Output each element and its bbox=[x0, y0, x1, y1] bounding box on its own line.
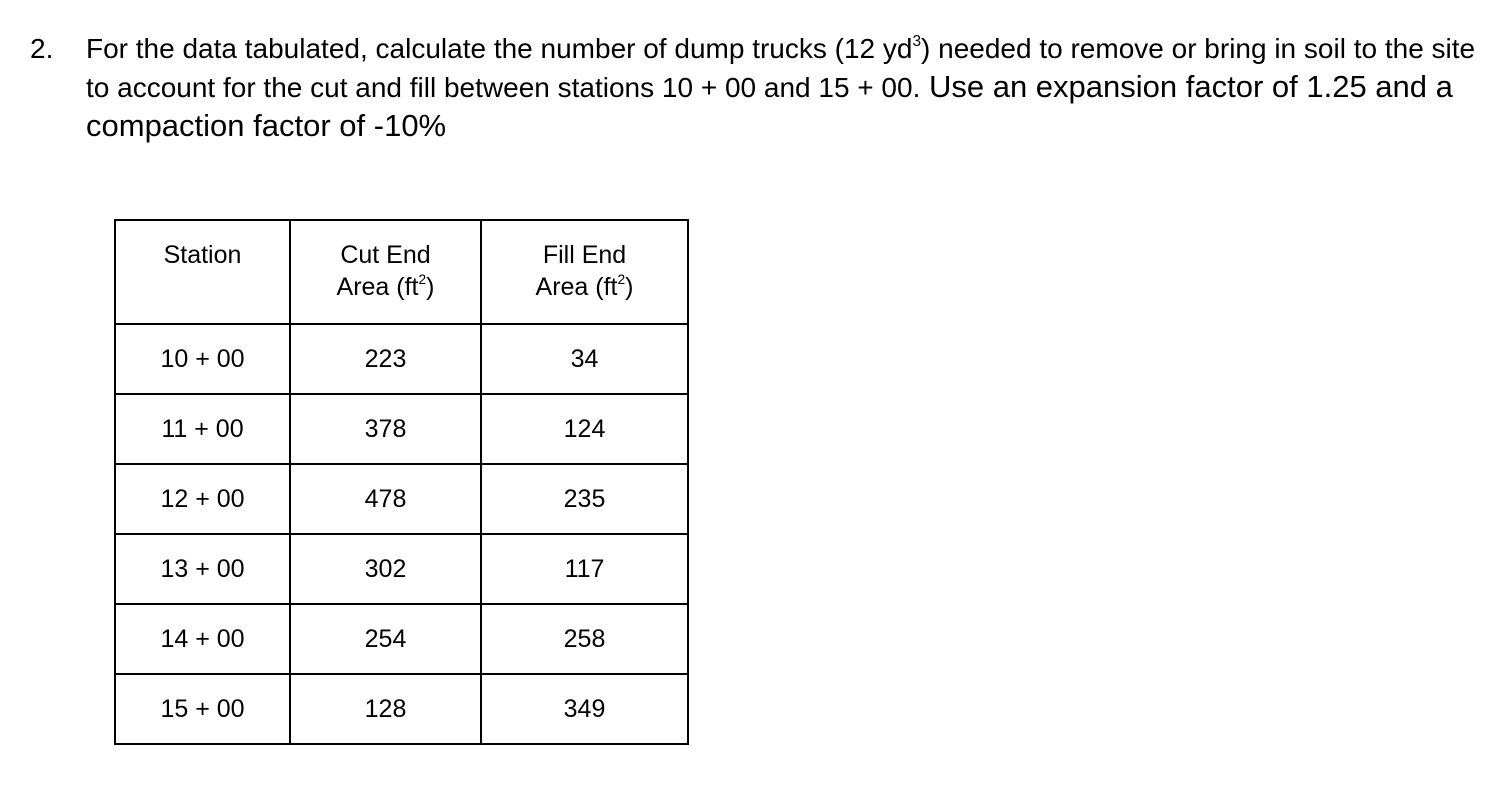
cell-fill-area: 235 bbox=[481, 464, 688, 534]
header-station: Station bbox=[115, 220, 290, 324]
cell-station: 11 + 00 bbox=[115, 394, 290, 464]
table-row bbox=[115, 394, 688, 464]
question-text bbox=[86, 30, 1496, 146]
table-row bbox=[115, 464, 688, 534]
end-area-table bbox=[114, 219, 689, 745]
cell-fill-area: 117 bbox=[481, 534, 688, 604]
table-header-row bbox=[115, 220, 688, 324]
cell-station: 14 + 00 bbox=[115, 604, 290, 674]
question-number: 2. bbox=[30, 33, 54, 64]
cell-fill-area: 349 bbox=[481, 674, 688, 744]
cell-cut-area: 254 bbox=[290, 604, 481, 674]
cell-station: 15 + 00 bbox=[115, 674, 290, 744]
table-row bbox=[115, 604, 688, 674]
header-cut-end-area: Cut End Area $(ft^2)$ bbox=[290, 220, 481, 324]
cell-cut-area: 478 bbox=[290, 464, 481, 534]
cell-station: 12 + 00 bbox=[115, 464, 290, 534]
question-text-superscript: 3 bbox=[912, 33, 922, 51]
cell-station: 13 + 00 bbox=[115, 534, 290, 604]
cell-fill-area: 34 bbox=[481, 324, 688, 394]
cell-cut-area: 223 bbox=[290, 324, 481, 394]
question-text-part2: ) needed to remove or bring in soil to the site to account for the cut and fill between stations 10 + 00 and 15 + 00. bbox=[86, 33, 1476, 103]
question-text-part1: For the data tabulated, calculate the number of dump trucks (12 yd bbox=[86, 33, 913, 64]
table-row bbox=[115, 674, 688, 744]
cell-fill-area: 124 bbox=[481, 394, 688, 464]
table-row bbox=[115, 324, 688, 394]
cell-cut-area: 128 bbox=[290, 674, 481, 744]
cell-cut-area: 302 bbox=[290, 534, 481, 604]
header-fill-end-area: Fill End Area $(ft^2)$ bbox=[481, 220, 688, 324]
table-row bbox=[115, 534, 688, 604]
cell-fill-area: 258 bbox=[481, 604, 688, 674]
question-block bbox=[30, 30, 1500, 146]
question-text-part3: Use an expansion factor of 1.25 and a compaction factor of -10% bbox=[86, 69, 1453, 143]
cell-station: 10 + 00 bbox=[115, 324, 290, 394]
cell-cut-area: 378 bbox=[290, 394, 481, 464]
